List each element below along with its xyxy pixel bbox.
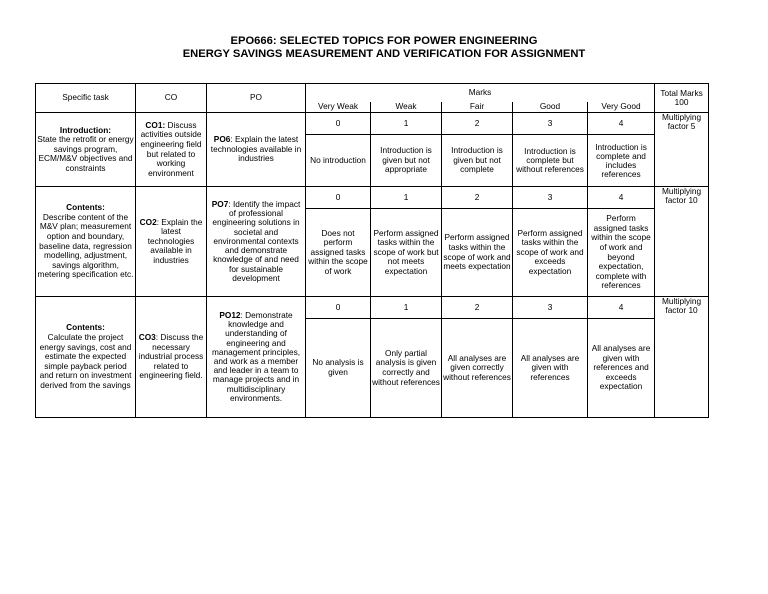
criteria-weak: Only partial analysis is given correctly and without references — [371, 319, 442, 418]
po-cell — [207, 187, 306, 297]
score-0: 0 — [306, 187, 371, 209]
table-row — [36, 297, 709, 319]
score-2: 2 — [442, 297, 513, 319]
po-label: PO7 — [211, 199, 229, 210]
table-row — [36, 113, 709, 135]
co-text: : Explain the latest technologies available in industries — [147, 216, 203, 265]
po-text: : Demonstrate knowledge and understanding of engineering and management principles, and work as a member and leader in a team to manage projects and in multidisciplinary environments. — [211, 309, 301, 403]
level-weak: Weak — [371, 102, 442, 113]
score-1: 1 — [371, 113, 442, 135]
criteria-good: All analyses are given with references — [513, 319, 588, 418]
document-header — [0, 35, 768, 61]
score-4: 4 — [588, 297, 655, 319]
score-1: 1 — [371, 297, 442, 319]
co-label: CO2 — [139, 216, 157, 227]
header-co: CO — [136, 84, 207, 113]
criteria-very-good: Perform assigned tasks within the scope of work and beyond expectation, complete with references — [588, 209, 655, 297]
document-title: EPO666: SELECTED TOPICS FOR POWER ENGINEERING — [230, 35, 538, 47]
task-label: Contents: — [66, 322, 105, 333]
total-cell: Multiplying factor 10 — [655, 187, 709, 297]
co-label: CO3 — [138, 332, 156, 343]
score-3: 3 — [513, 187, 588, 209]
task-cell — [36, 187, 136, 297]
criteria-good: Introduction is complete but without references — [513, 135, 588, 187]
score-0: 0 — [306, 113, 371, 135]
score-0: 0 — [306, 297, 371, 319]
criteria-very-weak: Does not perform assigned tasks within the scope of work — [306, 209, 371, 297]
score-4: 4 — [588, 187, 655, 209]
task-text: Describe content of the M&V plan; measurement option and boundary, baseline data, regression modelling, adjustment, savings algorithm, metering specification etc. — [37, 211, 134, 280]
task-text: Calculate the project energy savings, cost and estimate the expected simple payback period and return on investment derived from the savings — [39, 332, 132, 390]
score-3: 3 — [513, 113, 588, 135]
criteria-fair: Perform assigned tasks within the scope of work and meets expectation — [442, 209, 513, 297]
co-cell — [136, 113, 207, 187]
table-row — [36, 187, 709, 209]
score-4: 4 — [588, 113, 655, 135]
criteria-weak: Introduction is given but not appropriate — [371, 135, 442, 187]
level-very-weak: Very Weak — [306, 102, 371, 113]
task-text: State the retrofit or energy savings program, ECM/M&V objectives and constraints — [37, 134, 134, 173]
po-label: PO12 — [219, 309, 241, 320]
header-po: PO — [207, 84, 306, 113]
header-marks: Marks — [306, 84, 655, 102]
rubric-table — [35, 83, 709, 418]
total-cell: Multiplying factor 5 — [655, 113, 709, 187]
criteria-very-weak: No introduction — [306, 135, 371, 187]
criteria-weak: Perform assigned tasks within the scope of work but not meets expectation — [371, 209, 442, 297]
header-total-marks: Total Marks 100 — [655, 84, 709, 113]
criteria-good: Perform assigned tasks within the scope of work and exceeds expectation — [513, 209, 588, 297]
score-2: 2 — [442, 187, 513, 209]
level-fair: Fair — [442, 102, 513, 113]
criteria-very-good: Introduction is complete and includes references — [588, 135, 655, 187]
po-cell — [207, 113, 306, 187]
co-label: CO1: — [145, 119, 166, 130]
po-cell — [207, 297, 306, 418]
co-cell — [136, 187, 207, 297]
po-label: PO6 — [213, 134, 231, 145]
co-text: : Discuss the necessary industrial process related to engineering field. — [138, 332, 204, 381]
task-cell — [36, 297, 136, 418]
task-label: Contents: — [66, 202, 105, 213]
po-text: : Explain the latest technologies available in industries — [210, 134, 302, 164]
total-cell: Multiplying factor 10 — [655, 297, 709, 418]
task-cell — [36, 113, 136, 187]
co-text: Discuss activities outside engineering field but related to working environment — [140, 119, 202, 178]
criteria-fair: All analyses are given correctly without references — [442, 319, 513, 418]
document-subtitle: ENERGY SAVINGS MEASUREMENT AND VERIFICATION FOR ASSIGNMENT — [182, 48, 586, 60]
task-label: Introduction: — [59, 124, 112, 135]
level-very-good: Very Good — [588, 102, 655, 113]
criteria-very-good: All analyses are given with references and exceeds expectation — [588, 319, 655, 418]
criteria-very-weak: No analysis is given — [306, 319, 371, 418]
score-2: 2 — [442, 113, 513, 135]
level-good: Good — [513, 102, 588, 113]
criteria-fair: Introduction is given but not complete — [442, 135, 513, 187]
score-3: 3 — [513, 297, 588, 319]
score-1: 1 — [371, 187, 442, 209]
po-text: : Identify the impact of professional engineering solutions in societal and environmental contexts and demonstrate knowledge of and need for sustainable development — [212, 199, 301, 283]
header-specific-task: Specific task — [36, 84, 136, 113]
co-cell — [136, 297, 207, 418]
